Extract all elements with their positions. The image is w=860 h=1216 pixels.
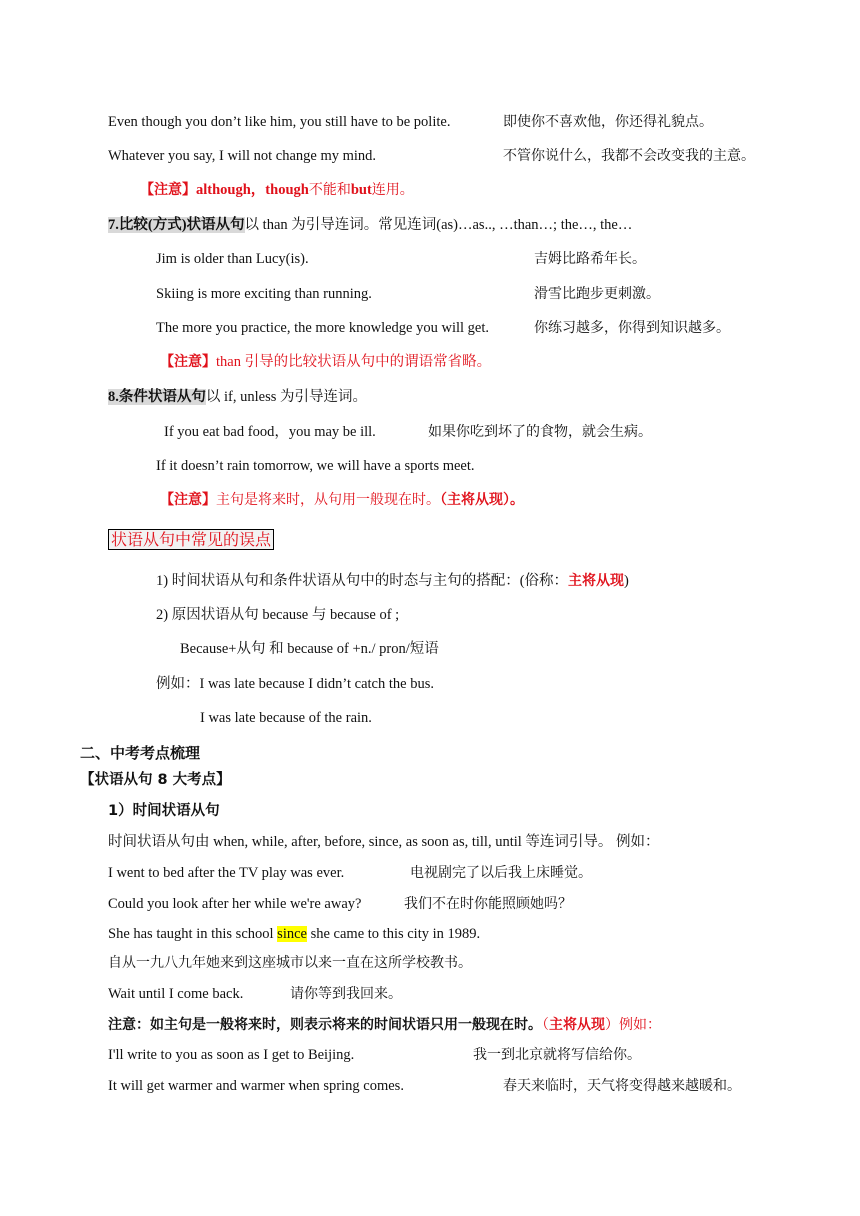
example-sentence-cn: 我们不在时你能照顾她吗？ — [404, 896, 572, 912]
example-sentence-en: Skiing is more exciting than running. — [156, 286, 372, 302]
note-emphasis: （主将从现）。 — [440, 492, 524, 508]
bracket-open: （ — [542, 1017, 549, 1033]
example-because: 例如：I was late because I didn’t catch the bus. — [156, 676, 434, 692]
note-tag: 【注意】 — [140, 182, 196, 198]
common-errors-title — [108, 528, 274, 553]
heading-conditional-clause — [108, 387, 367, 407]
note-text: 主句是将来时，从句用一般现在时。 — [216, 492, 440, 508]
example-sentence-cn: 春天来临时，天气将变得越来越暖和。 — [503, 1078, 741, 1094]
boxed-title: 状语从句中常见的误点 — [108, 529, 274, 550]
example-sentence-cn: 吉姆比路希年长。 — [534, 251, 646, 267]
example-sentence-since — [108, 924, 480, 944]
error-point-2: 2) 原因状语从句 because 与 because of ; — [156, 607, 400, 623]
example-sentence-en: It will get warmer and warmer when spring comes. — [108, 1078, 404, 1094]
error-red-text: 主将从现 — [568, 573, 625, 589]
example-because-of: I was late because of the rain. — [200, 710, 372, 726]
error-end: ) — [624, 573, 629, 589]
example-sentence-cn: 我一到北京就将写信给你。 — [473, 1047, 641, 1063]
note-future-tense — [108, 1015, 661, 1035]
note-text-end: 连用。 — [371, 182, 414, 198]
example-sentence-en: If it doesn’t rain tomorrow, we will have a sports meet. — [156, 458, 475, 474]
note-bold-text: 注意：如主句是一般将来时，则表示将来的时间状语只用一般现在时。 — [108, 1017, 542, 1033]
example-sentence-en: Even though you don’t like him, you still have to be polite. — [108, 114, 451, 130]
example-sentence-en: The more you practice, the more knowledge you will get. — [156, 320, 489, 336]
example-sentence-cn: 自从一九八九年她来到这座城市以来一直在这所学校教书。 — [108, 955, 472, 971]
note-text: 不能和 — [308, 182, 351, 198]
note-tag: 【注意】 — [160, 354, 216, 370]
note-tense — [160, 490, 524, 510]
example-sentence-en: I'll write to you as soon as I get to Beijing. — [108, 1047, 355, 1063]
note-red-text: 主将从现 — [549, 1017, 605, 1033]
example-sentence-en: I went to bed after the TV play was ever. — [108, 865, 345, 881]
example-sentence-cn: 如果你吃到坏了的食物，就会生病。 — [428, 424, 652, 440]
heading-title: 8.条件状语从句 — [108, 389, 206, 405]
error-point-1 — [156, 571, 629, 591]
topic-intro: 时间状语从句由 when, while, after, before, since, as soon as, till, until 等连词引导。 例如： — [108, 834, 660, 850]
note-tag: 【注意】 — [160, 492, 216, 508]
example-sentence-cn: 电视剧完了以后我上床睡觉。 — [410, 865, 592, 881]
note-than — [160, 352, 491, 372]
note-text: than 引导的比较状语从句中的谓语常省略。 — [216, 354, 492, 370]
heading-description: 以 than 为引导连词。常见连词(as)…as.., …than…; the…, the… — [244, 217, 633, 233]
note-keyword-but: but — [350, 182, 372, 198]
error-text: 1) 时间状语从句和条件状语从句中的时态与主句的搭配：(俗称： — [156, 573, 569, 589]
example-sentence-cn: 即使你不喜欢他，你还得礼貌点。 — [503, 114, 713, 130]
highlighted-word: since — [277, 926, 307, 942]
example-sentence-en: Jim is older than Lucy(is). — [156, 251, 309, 267]
heading-comparison-clause — [108, 215, 632, 235]
section-subheading: 【状语从句 8 大考点】 — [80, 772, 231, 788]
example-sentence-cn: 你练习越多，你得到知识越多。 — [534, 320, 730, 336]
example-sentence-cn: 请你等到我回来。 — [290, 986, 402, 1002]
note-keywords: although，though — [196, 182, 309, 198]
example-sentence-cn: 不管你说什么，我都不会改变我的主意。 — [503, 148, 755, 164]
example-sentence-en: Could you look after her while we're away? — [108, 896, 362, 912]
example-sentence-cn: 滑雪比跑步更刺激。 — [534, 286, 660, 302]
sentence-part: she came to this city in 1989. — [306, 926, 481, 942]
note-close: ）例如： — [605, 1017, 661, 1033]
example-sentence-en: Whatever you say, I will not change my mind. — [108, 148, 377, 164]
heading-title: 7.比较(方式)状语从句 — [108, 217, 245, 233]
example-sentence-en: Wait until I come back. — [108, 986, 244, 1002]
note-although — [140, 180, 414, 200]
topic-heading: 1）时间状语从句 — [108, 803, 220, 819]
because-rule: Because+从句 和 because of +n./ pron/短语 — [180, 641, 439, 657]
heading-description: 以 if, unless 为引导连词。 — [205, 389, 367, 405]
section-heading: 二、中考考点梳理 — [80, 744, 201, 762]
example-sentence-en: If you eat bad food，you may be ill. — [164, 424, 376, 440]
sentence-part: She has taught in this school — [108, 926, 278, 942]
